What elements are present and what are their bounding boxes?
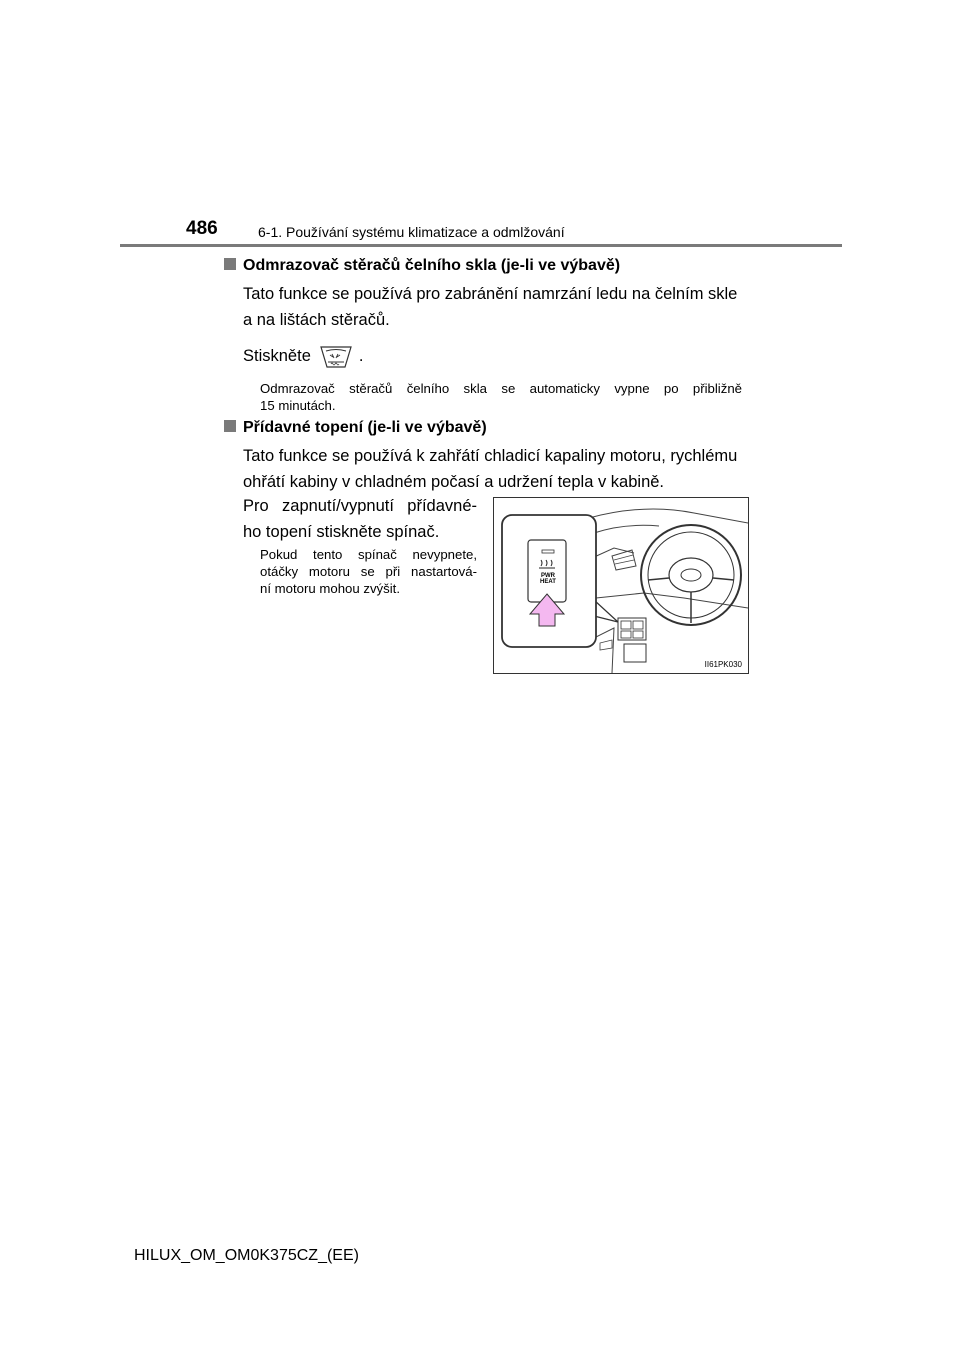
note-line: Odmrazovač stěračů čelního skla se automaticky vypne po přibližně — [260, 381, 742, 396]
press-instruction — [243, 341, 363, 371]
body-line: Tato funkce se používá k zahřátí chladicí kapaliny motoru, rychlému — [243, 447, 738, 465]
header-divider — [120, 244, 842, 247]
body-line: a na lištách stěračů. — [243, 311, 390, 329]
dashboard-figure — [493, 497, 749, 674]
switch-label — [538, 573, 558, 585]
section-title: 6-1. Používání systému klimatizace a odmlžování — [258, 224, 565, 240]
note-line: otáčky motoru se při nastartová- — [260, 564, 477, 579]
bullet-square-icon — [224, 420, 236, 432]
instr-line: Pro zapnutí/vypnutí přídavné- — [243, 497, 477, 515]
heading-text: Přídavné topení (je-li ve výbavě) — [243, 419, 487, 436]
bullet-square-icon — [224, 258, 236, 270]
section1-note — [260, 380, 742, 414]
dashboard-illustration — [494, 498, 748, 673]
switch-label-pwr: PWR — [541, 573, 555, 579]
section2-instruction — [243, 493, 477, 545]
press-text: Stiskněte — [243, 347, 311, 365]
page-number: 486 — [186, 218, 218, 239]
figure-code: II61PK030 — [704, 660, 742, 669]
note-line: Pokud tento spínač nevypnete, — [260, 547, 477, 562]
press-period: . — [358, 347, 364, 365]
section1-body — [243, 281, 737, 333]
section-heading-wiper-deicer — [224, 257, 620, 275]
body-line: ohřátí kabiny v chladném počasí a udržení tepla v kabině. — [243, 473, 664, 491]
body-line: Tato funkce se používá pro zabránění namrzání ledu na čelním skle — [243, 285, 738, 303]
instr-line: ho topení stiskněte spínač. — [243, 523, 440, 541]
switch-label-heat: HEAT — [540, 579, 556, 585]
heading-text: Odmrazovač stěračů čelního skla (je-li ve výbavě) — [243, 257, 621, 274]
note-line: ní motoru mohou zvýšit. — [260, 581, 400, 596]
windshield-wiper-deicer-icon — [319, 344, 353, 370]
document-id: HILUX_OM_OM0K375CZ_(EE) — [134, 1247, 359, 1264]
note-line: 15 minutách. — [260, 398, 336, 413]
section2-body — [243, 443, 737, 495]
section-heading-aux-heater — [224, 419, 487, 437]
section2-note — [260, 546, 477, 597]
